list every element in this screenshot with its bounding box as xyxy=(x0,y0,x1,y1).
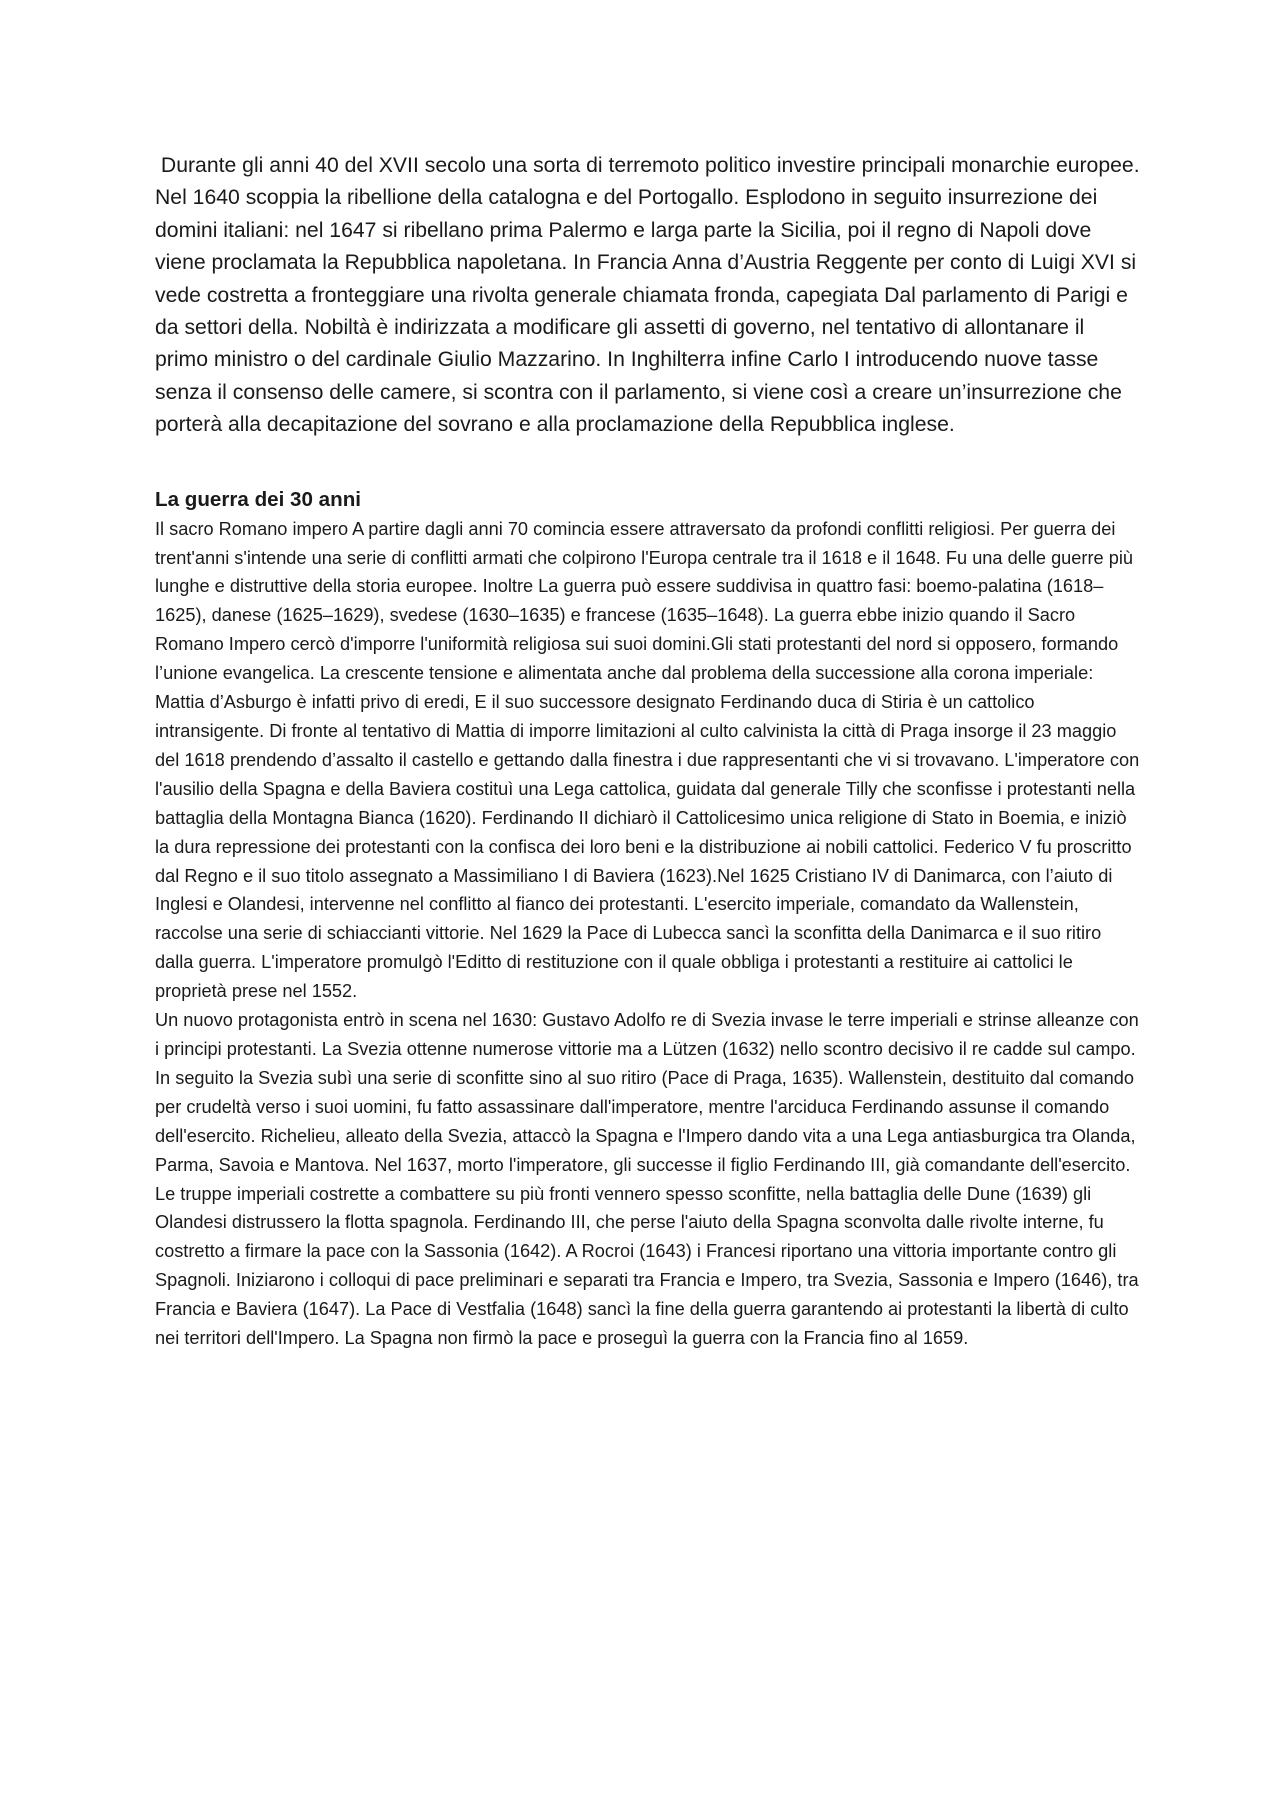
document-page xyxy=(155,150,1146,1353)
section-heading: La guerra dei 30 anni xyxy=(155,487,362,511)
section-paragraph-1: Il sacro Romano impero A partire dagli anni 70 comincia essere attraversato da profondi conflitti religiosi. Per guerra dei trent'anni s'intende una serie di conflitti armati che colpirono l'Europa centrale tra il 1618 e il 1648. Fu una delle guerre più lunghe e distruttive della storia europee. Inoltre La guerra può essere suddivisa in quattro fasi: boemo-palatina (1618–1625), danese (1625–1629), svedese (1630–1635) e francese (1635–1648). La guerra ebbe inizio quando il Sacro Romano Impero cercò d'imporre l'uniformità religiosa sui suoi domini.Gli stati protestanti del nord si opposero, formando l’unione evangelica. La crescente tensione e alimentata anche dal problema della successione alla corona imperiale: Mattia d’Asburgo è infatti privo di eredi, E il suo successore designato Ferdinando duca di Stiria è un cattolico intransigente. Di fronte al tentativo di Mattia di imporre limitazioni al culto calvinista la città di Praga insorge il 23 maggio del 1618 prendendo d’assalto il castello e gettando dalla finestra i due rappresentanti che vi si trovavano. L'imperatore con l'ausilio della Spagna e della Baviera costituì una Lega cattolica, guidata dal generale Tilly che sconfisse i protestanti nella battaglia della Montagna Bianca (1620). Ferdinando II dichiarò il Cattolicesimo unica religione di Stato in Boemia, e iniziò la dura repressione dei protestanti con la confisca dei loro beni e la distribuzione ai nobili cattolici. Federico V fu proscritto dal Regno e il suo titolo assegnato a Massimiliano I di Baviera (1623).Nel 1625 Cristiano IV di Danimarca, con l’aiuto di Inglesi e Olandesi, intervenne nel conflitto al fianco dei protestanti. L'esercito imperiale, comandato da Wallenstein, raccolse una serie di schiaccianti vittorie. Nel 1629 la Pace di Lubecca sancì la sconfitta della Danimarca e il suo ritiro dalla guerra. L'imperatore promulgò l'Editto di restituzione con il quale obbliga i protestanti a restituire ai cattolici le proprietà prese nel 1552. xyxy=(155,518,1140,1002)
intro-paragraph: Durante gli anni 40 del XVII secolo una sorta di terremoto politico investire principali monarchie europee. Nel 1640 scoppia la ribellione della catalogna e del Portogallo. Esplodono in seguito insurrezione dei domini italiani: nel 1647 si ribellano prima Palermo e larga parte la Sicilia, poi il regno di Napoli dove viene proclamata la Repubblica napoletana. In Francia Anna d’Austria Reggente per conto di Luigi XVI si vede costretta a fronteggiare una rivolta generale chiamata fronda, capegiata Dal parlamento di Parigi e da settori della. Nobiltà è indirizzata a modificare gli assetti di governo, nel tentativo di allontanare il primo ministro o del cardinale Giulio Mazzarino. In Inghilterra infine Carlo I introducendo nuove tasse senza il consenso delle camere, si scontra con il parlamento, si viene così a creare un’insurrezione che porterà alla decapitazione del sovrano e alla proclamazione della Repubblica inglese. xyxy=(155,154,1146,437)
section-paragraph-2: Un nuovo protagonista entrò in scena nel 1630: Gustavo Adolfo re di Svezia invase le terre imperiali e strinse alleanze con i principi protestanti. La Svezia ottenne numerose vittorie ma a Lützen (1632) nello scontro decisivo il re cadde sul campo. In seguito la Svezia subì una serie di sconfitte sino al suo ritiro (Pace di Praga, 1635). Wallenstein, destituito dal comando per crudeltà verso i suoi uomini, fu fatto assassinare dall'imperatore, mentre l'arciduca Ferdinando assunse il comando dell'esercito. Richelieu, alleato della Svezia, attaccò la Spagna e l'Impero dando vita a una Lega antiasburgica tra Olanda, Parma, Savoia e Mantova. Nel 1637, morto l'imperatore, gli successe il figlio Ferdinando III, già comandante dell'esercito. Le truppe imperiali costrette a combattere su più fronti vennero spesso sconfitte, nella battaglia delle Dune (1639) gli Olandesi distrussero la flotta spagnola. Ferdinando III, che perse l'aiuto della Spagna sconvolta dalle rivolte interne, fu costretto a firmare la pace con la Sassonia (1642). A Rocroi (1643) i Francesi riportano una vittoria importante contro gli Spagnoli. Iniziarono i colloqui di pace preliminari e separati tra Francia e Impero, tra Svezia, Sassonia e Impero (1646), tra Francia e Baviera (1647). La Pace di Vestfalia (1648) sancì la fine della guerra garantendo ai protestanti la libertà di culto nei territori dell'Impero. La Spagna non firmò la pace e proseguì la guerra con la Francia fino al 1659. xyxy=(155,1010,1139,1349)
